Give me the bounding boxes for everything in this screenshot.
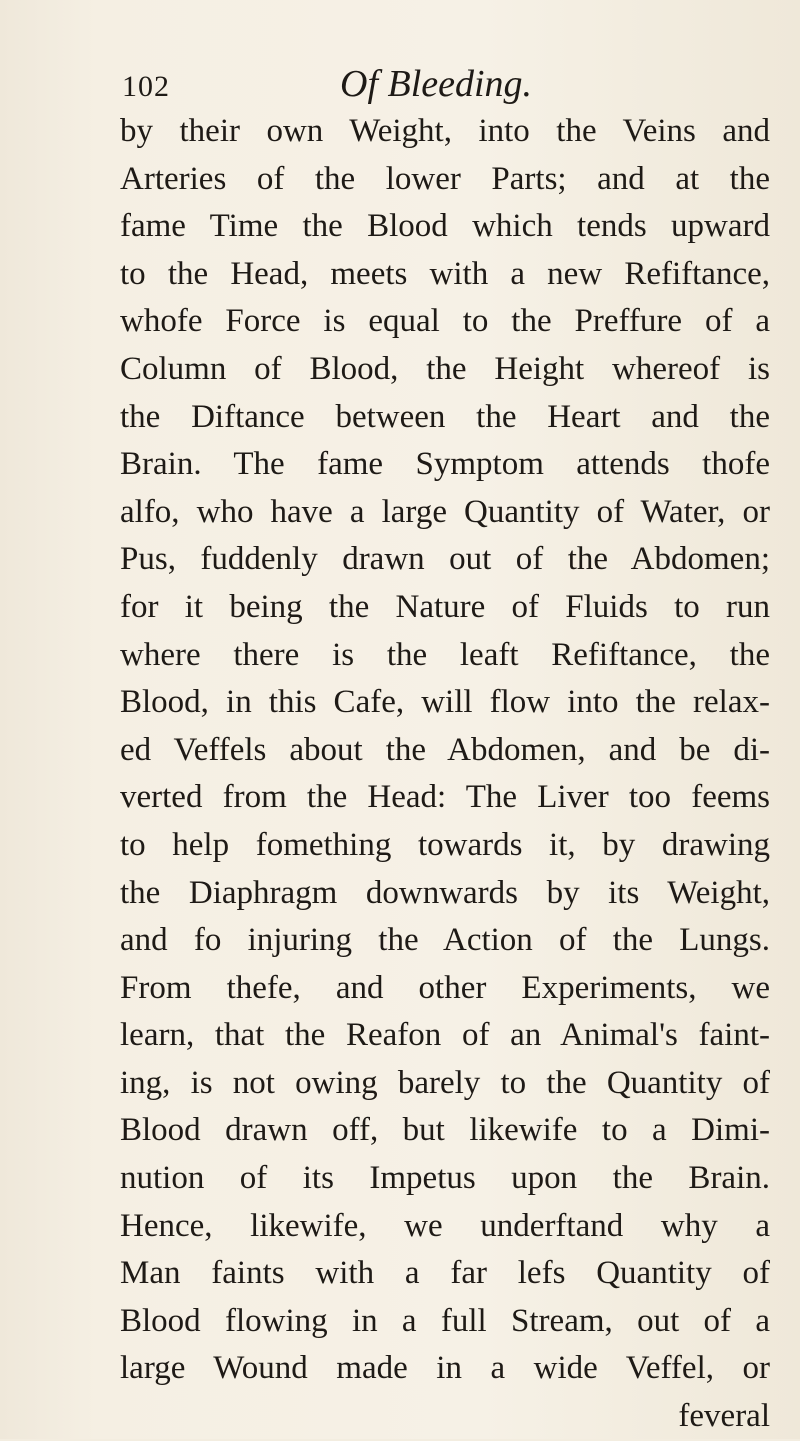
text-line: Hence, likewife, we underftand why a [120, 1207, 770, 1244]
text-line: ed Veffels about the Abdomen, and be di- [120, 731, 770, 768]
text-line: verted from the Head: The Liver too feems [120, 779, 770, 816]
text-line: Pus, fuddenly drawn out of the Abdomen; [120, 541, 770, 578]
text-line: whofe Force is equal to the Preffure of a [120, 303, 770, 340]
text-line: the Diftance between the Heart and the [120, 398, 770, 435]
text-line: From thefe, and other Experiments, we [120, 969, 770, 1006]
running-head: Of Bleeding. [340, 63, 533, 105]
text-line: and fo injuring the Action of the Lungs. [120, 922, 770, 959]
text-line: by their own Weight, into the Veins and [120, 113, 770, 149]
text-line: to the Head, meets with a new Refiftance, [120, 255, 770, 292]
text-line: for it being the Nature of Fluids to run [120, 588, 770, 625]
text-line: large Wound made in a wide Veffel, or [120, 1350, 770, 1387]
text-line: where there is the leaft Refiftance, the [120, 636, 770, 673]
page-number: 102 [122, 70, 170, 103]
text-line: nution of its Impetus upon the Brain. [120, 1160, 770, 1197]
text-line: Man faints with a far lefs Quantity of [120, 1255, 770, 1292]
text-line: to help fomething towards it, by drawing [120, 826, 770, 863]
text-line: Brain. The fame Symptom attends thofe [120, 446, 770, 483]
text-line: ing, is not owing barely to the Quantity of [120, 1064, 770, 1101]
text-line: alfo, who have a large Quantity of Water, or [120, 493, 770, 530]
text-line: Blood drawn off, but likewife to a Dimi- [120, 1112, 770, 1149]
text-line: Column of Blood, the Height whereof is [120, 350, 770, 387]
catchword: feveral [678, 1398, 770, 1435]
body-text [120, 108, 770, 1441]
text-line: learn, that the Reafon of an Animal's faint- [120, 1017, 770, 1054]
text-line: Blood, in this Cafe, will flow into the relax- [120, 684, 770, 721]
text-line: the Diaphragm downwards by its Weight, [120, 874, 770, 911]
page-header [118, 62, 718, 112]
text-line: fame Time the Blood which tends upward [120, 208, 770, 245]
text-line: Blood flowing in a full Stream, out of a [120, 1302, 770, 1339]
text-line: Arteries of the lower Parts; and at the [120, 160, 770, 197]
